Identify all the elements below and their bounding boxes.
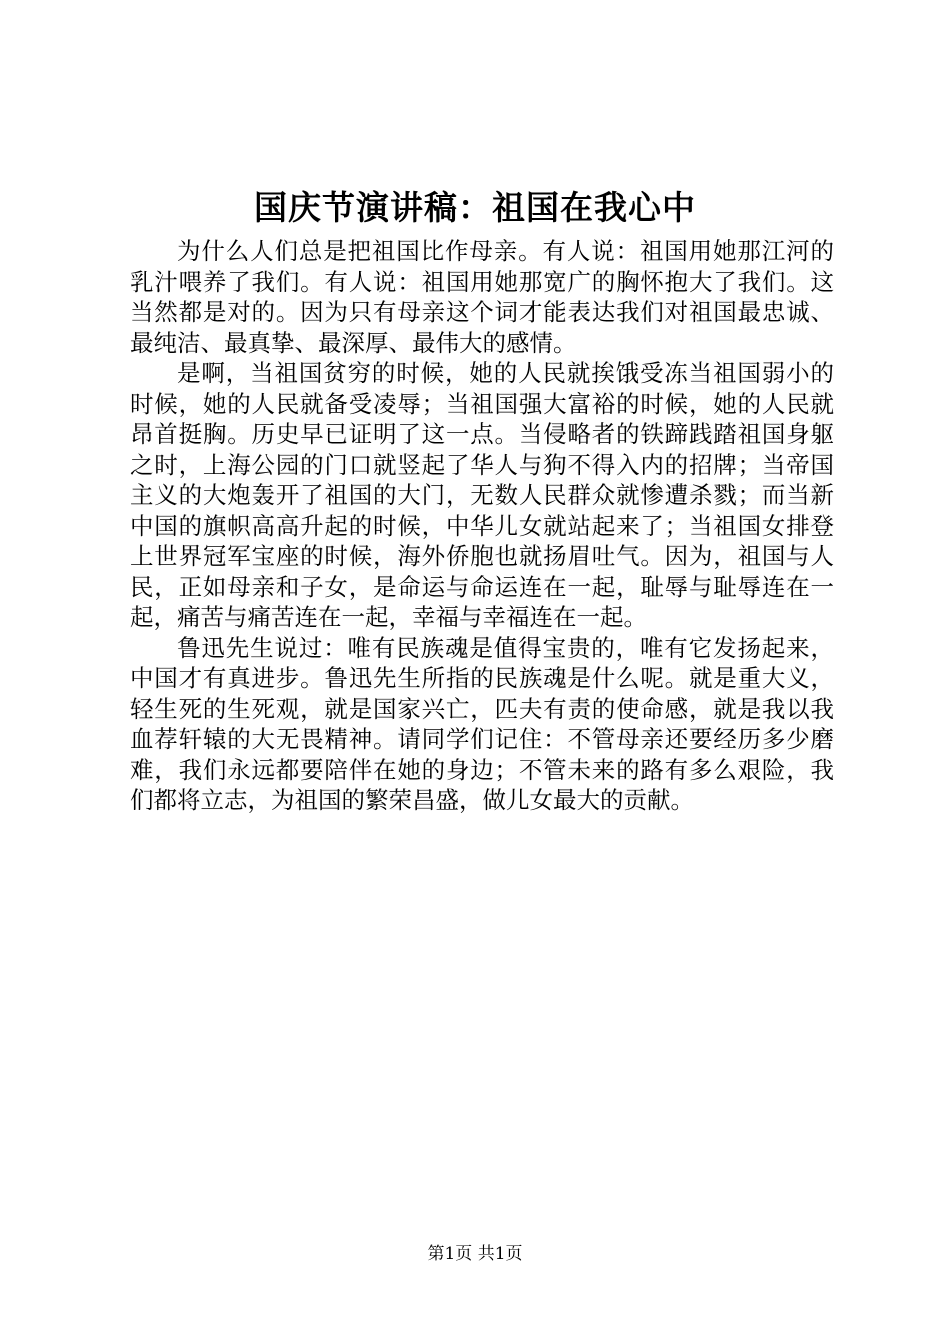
document-body <box>130 236 834 816</box>
page-footer: 第1页 共1页 <box>427 1244 523 1264</box>
paragraph-3: 鲁迅先生说过：唯有民族魂是值得宝贵的，唯有它发扬起来，中国才有真进步。鲁迅先生所指的民族魂是什么呢。就是重大义，轻生死的生死观，就是国家兴亡，匹夫有责的使命感，就是我以我血荐轩辕的大无畏精神。请同学们记住：不管母亲还要经历多少磨难，我们永远都要陪伴在她的身边；不管未来的路有多么艰险，我们都将立志，为祖国的繁荣昌盛，做儿女最大的贡献。 <box>130 633 834 814</box>
document-title: 国庆节演讲稿：祖国在我心中 <box>254 188 696 227</box>
paragraph-2: 是啊，当祖国贫穷的时候，她的人民就挨饿受冻当祖国弱小的时候，她的人民就备受凌辱；当祖国强大富裕的时候，她的人民就昂首挺胸。历史早已证明了这一点。当侵略者的铁蹄践踏祖国身躯之时，上海公园的门口就竖起了华人与狗不得入内的招牌；当帝国主义的大炮轰开了祖国的大门，无数人民群众就惨遭杀戮；而当新中国的旗帜高高升起的时候，中华儿女就站起来了；当祖国女排登上世界冠军宝座的时候，海外侨胞也就扬眉吐气。因为，祖国与人民，正如母亲和子女，是命运与命运连在一起，耻辱与耻辱连在一起，痛苦与痛苦连在一起，幸福与幸福连在一起。 <box>130 359 834 631</box>
paragraph-1: 为什么人们总是把祖国比作母亲。有人说：祖国用她那江河的乳汁喂养了我们。有人说：祖国用她那宽广的胸怀抱大了我们。这当然都是对的。因为只有母亲这个词才能表达我们对祖国最忠诚、最纯洁、最真挚、最深厚、最伟大的感情。 <box>130 237 834 357</box>
